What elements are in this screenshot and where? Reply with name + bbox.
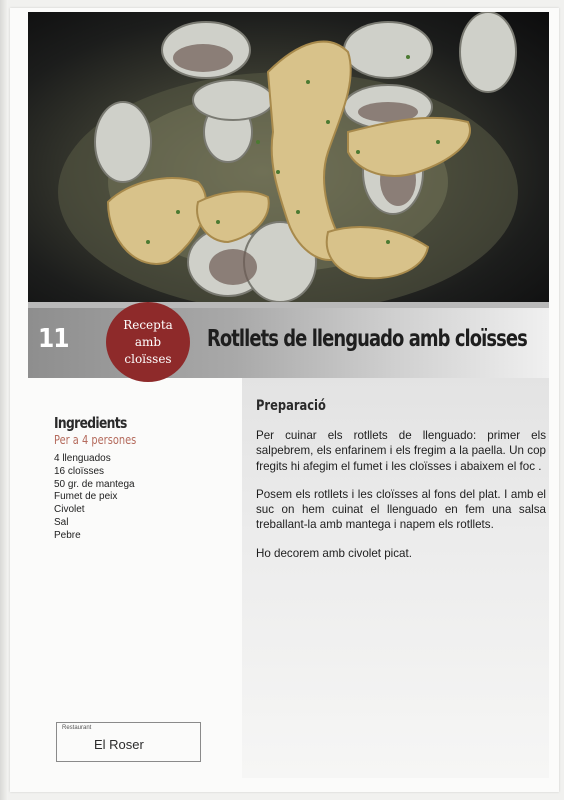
preparation-paragraph: Ho decorem amb civolet picat.: [256, 546, 412, 560]
preparation-paragraph: Per cuinar els rotllets de llenguado: primer els salpebrem, els enfarinem i els fregim a la paella. Un cop fregits hi afegim el fumet i les cloïsses i abaixem el foc .: [256, 429, 546, 473]
restaurant-box: [56, 722, 201, 762]
preparation-text: [256, 428, 546, 574]
ingredient-item: 50 gr. de mantega: [54, 478, 135, 490]
badge-line-2: amb: [134, 334, 162, 349]
dish-illustration: [28, 12, 549, 302]
ingredients-list: [54, 453, 135, 543]
dish-photo: [28, 12, 549, 302]
preparation-paragraph: Posem els rotllets i les cloïsses al fons del plat. I amb el suc on hem cuinat el llenguado en fem una salsa treballant-la amb mantega i napem els rotllets.: [256, 487, 546, 532]
recipe-title: Rotllets de llenguado amb cloïsses: [207, 326, 527, 352]
book-binding: [0, 0, 8, 800]
recipe-badge: [106, 302, 190, 382]
ingredient-item: Civolet: [54, 504, 85, 516]
restaurant-name: El Roser: [94, 737, 144, 752]
title-bar-strip: [28, 302, 549, 308]
badge-line-3: cloïsses: [124, 351, 172, 366]
ingredients-heading: Ingredients: [54, 414, 127, 432]
ingredient-item: 16 cloïsses: [54, 465, 105, 477]
preparation-heading: Preparació: [256, 398, 326, 414]
ingredient-item: 4 llenguados: [54, 453, 111, 464]
servings-label: Per a 4 persones: [54, 433, 137, 447]
ingredient-item: Fumet de peix: [54, 491, 118, 503]
ingredient-item: Pebre: [54, 529, 81, 541]
restaurant-label: Restaurant: [62, 725, 92, 731]
recipe-number: 11: [38, 324, 69, 354]
badge-line-1: Recepta: [123, 317, 173, 332]
ingredient-item: Sal: [54, 516, 69, 528]
